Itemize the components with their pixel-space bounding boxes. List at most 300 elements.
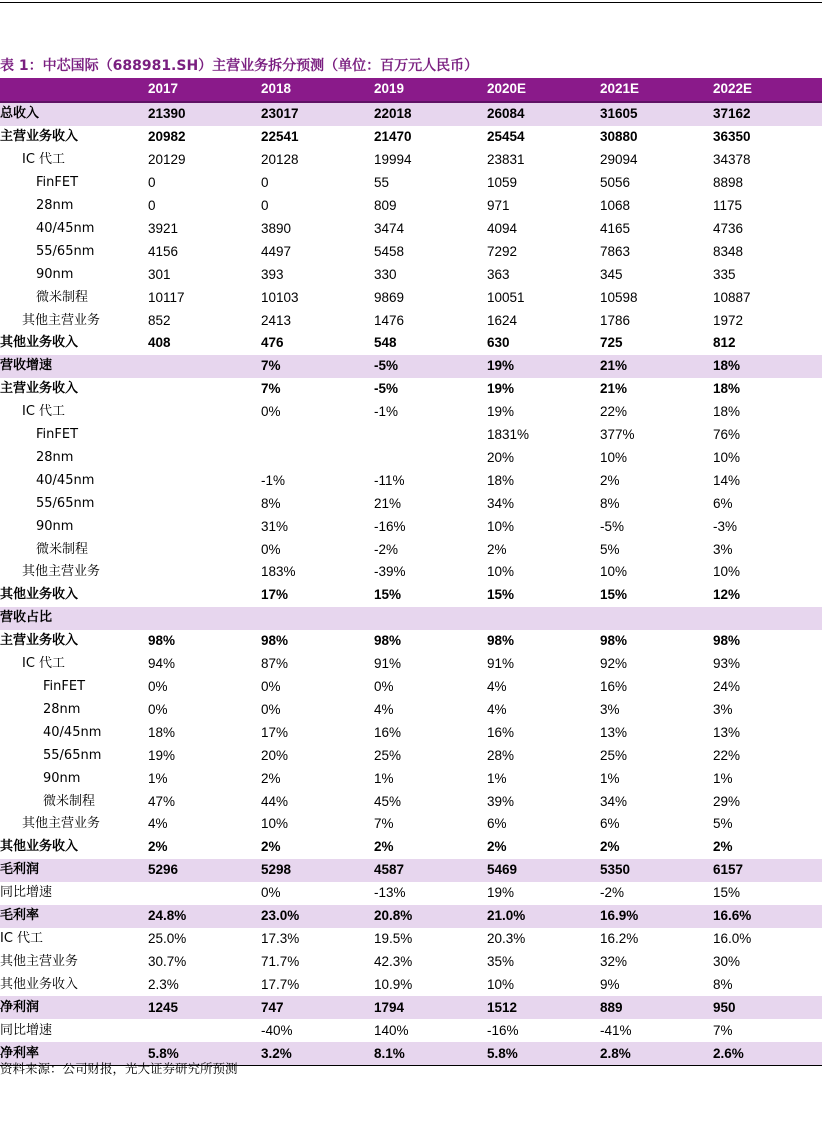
- value-cell: [148, 607, 261, 630]
- value-cell: 10887: [713, 289, 751, 305]
- value-cell: 3%: [713, 541, 733, 557]
- value-cell: 39%: [487, 793, 515, 809]
- value-cell: [261, 607, 374, 630]
- value-cell: 3%: [600, 701, 620, 717]
- row-label: 40/45nm: [43, 724, 102, 740]
- value-cell: 23831: [487, 152, 525, 168]
- forecast-table: [0, 78, 822, 1066]
- value-cell: [148, 561, 261, 584]
- value-cell: 20129: [148, 152, 186, 168]
- row-label: 总收入: [0, 102, 148, 126]
- value-cell: 889: [600, 996, 713, 1019]
- value-cell: 10%: [487, 518, 515, 534]
- value-cell: -5%: [600, 518, 625, 534]
- value-cell: 852: [148, 312, 171, 328]
- value-cell: [148, 378, 261, 401]
- row-label: 其他主营业务: [22, 564, 101, 580]
- value-cell: 18%: [148, 724, 176, 740]
- row-label: 主营业务收入: [0, 129, 79, 145]
- value-cell: 17.7%: [261, 976, 300, 992]
- header-year-2018: 2018: [261, 78, 374, 102]
- value-cell: 10051: [487, 289, 525, 305]
- value-cell: 34%: [487, 495, 515, 511]
- table-row: [0, 286, 822, 309]
- value-cell: 98%: [148, 633, 176, 649]
- row-label: 净利率: [0, 1042, 148, 1065]
- table-row: [0, 102, 822, 126]
- value-cell: 812: [713, 335, 736, 351]
- value-cell: 10%: [600, 449, 628, 465]
- value-cell: 22%: [600, 404, 628, 420]
- value-cell: 16.6%: [713, 905, 822, 928]
- value-cell: 1512: [487, 996, 600, 1019]
- value-cell: [148, 1019, 261, 1042]
- value-cell: 47%: [148, 793, 176, 809]
- value-cell: 377%: [600, 427, 635, 443]
- value-cell: [148, 424, 261, 447]
- value-cell: 10598: [600, 289, 638, 305]
- header-year-2019: 2019: [374, 78, 487, 102]
- value-cell: 29094: [600, 152, 638, 168]
- value-cell: 2%: [713, 839, 733, 855]
- value-cell: 20.3%: [487, 930, 526, 946]
- value-cell: 8%: [713, 976, 733, 992]
- value-cell: -16%: [487, 1022, 519, 1038]
- value-cell: 19%: [148, 747, 176, 763]
- value-cell: 4497: [261, 243, 292, 259]
- row-label: 其他主营业务: [22, 816, 101, 832]
- value-cell: 87%: [261, 656, 289, 672]
- table-body: [0, 102, 822, 1066]
- row-label: 40/45nm: [36, 220, 95, 236]
- value-cell: 21%: [374, 495, 402, 511]
- value-cell: -3%: [713, 518, 738, 534]
- value-cell: 3921: [148, 220, 179, 236]
- value-cell: 8348: [713, 243, 744, 259]
- value-cell: 20128: [261, 152, 299, 168]
- value-cell: 345: [600, 266, 623, 282]
- value-cell: 28%: [487, 747, 515, 763]
- table-row: [0, 515, 822, 538]
- value-cell: 1972: [713, 312, 744, 328]
- value-cell: 1068: [600, 197, 631, 213]
- table-row: [0, 1019, 822, 1042]
- value-cell: 42.3%: [374, 953, 413, 969]
- value-cell: 19994: [374, 152, 412, 168]
- value-cell: 25454: [487, 129, 525, 145]
- value-cell: 1794: [374, 996, 487, 1019]
- value-cell: 330: [374, 266, 397, 282]
- value-cell: 3474: [374, 220, 405, 236]
- row-label: FinFET: [36, 427, 79, 443]
- table-row: [0, 469, 822, 492]
- value-cell: 31605: [600, 102, 713, 126]
- value-cell: 10%: [261, 816, 289, 832]
- value-cell: 6%: [713, 495, 733, 511]
- value-cell: 36350: [713, 129, 751, 145]
- value-cell: 4736: [713, 220, 744, 236]
- table-row: [0, 721, 822, 744]
- value-cell: 98%: [487, 633, 515, 649]
- table-row: [0, 813, 822, 836]
- row-label: 营收增速: [0, 355, 148, 378]
- value-cell: 363: [487, 266, 510, 282]
- header-label-cell: [0, 78, 148, 102]
- value-cell: -11%: [374, 472, 405, 488]
- row-label: 其他业务收入: [0, 839, 79, 855]
- value-cell: 747: [261, 996, 374, 1019]
- value-cell: 22541: [261, 129, 299, 145]
- value-cell: 6157: [713, 859, 822, 882]
- row-label: 其他主营业务: [22, 312, 101, 328]
- value-cell: 2413: [261, 312, 292, 328]
- value-cell: 9%: [600, 976, 620, 992]
- value-cell: 5.8%: [487, 1042, 600, 1065]
- value-cell: 2%: [148, 839, 168, 855]
- value-cell: 20982: [148, 129, 186, 145]
- row-label: 90nm: [36, 266, 74, 282]
- row-label: 微米制程: [36, 541, 89, 557]
- value-cell: [148, 882, 261, 905]
- row-label: 其他业务收入: [0, 976, 79, 992]
- value-cell: 15%: [713, 885, 741, 901]
- row-label: 55/65nm: [36, 243, 95, 259]
- value-cell: 30880: [600, 129, 638, 145]
- value-cell: 1175: [713, 197, 743, 213]
- table-row: [0, 882, 822, 905]
- value-cell: 24.8%: [148, 905, 261, 928]
- value-cell: 10103: [261, 289, 299, 305]
- row-label: 90nm: [43, 770, 81, 786]
- value-cell: -39%: [374, 564, 406, 580]
- value-cell: 0%: [261, 541, 281, 557]
- value-cell: 91%: [374, 656, 402, 672]
- value-cell: 1%: [600, 770, 620, 786]
- table-row: [0, 676, 822, 699]
- value-cell: 1%: [487, 770, 507, 786]
- row-label: 主营业务收入: [0, 381, 79, 397]
- value-cell: 14%: [713, 472, 741, 488]
- value-cell: 3%: [713, 701, 733, 717]
- value-cell: 55: [374, 175, 390, 191]
- value-cell: 16%: [374, 724, 402, 740]
- row-label: 28nm: [43, 701, 81, 717]
- value-cell: 0: [148, 197, 156, 213]
- value-cell: 7%: [374, 816, 394, 832]
- value-cell: 20.8%: [374, 905, 487, 928]
- table-row: [0, 561, 822, 584]
- value-cell: [713, 607, 822, 630]
- value-cell: 18%: [713, 355, 822, 378]
- value-cell: 5296: [148, 859, 261, 882]
- value-cell: -1%: [374, 404, 399, 420]
- value-cell: 4%: [374, 701, 394, 717]
- header-year-2022e: 2022E: [713, 78, 822, 102]
- value-cell: 20%: [261, 747, 289, 763]
- value-cell: 23017: [261, 102, 374, 126]
- value-cell: 10117: [148, 289, 185, 305]
- value-cell: 94%: [148, 656, 176, 672]
- value-cell: 301: [148, 266, 171, 282]
- row-label: 同比增速: [0, 885, 53, 901]
- value-cell: 10%: [713, 449, 741, 465]
- table-title: 表 1：中芯国际（688981.SH）主营业务拆分预测（单位：百万元人民币）: [0, 58, 479, 74]
- value-cell: 183%: [261, 564, 296, 580]
- table-row: [0, 240, 822, 263]
- row-label: 微米制程: [36, 289, 89, 305]
- table-row: [0, 217, 822, 240]
- value-cell: 17%: [261, 587, 289, 603]
- value-cell: 6%: [487, 816, 507, 832]
- table-row: [0, 653, 822, 676]
- value-cell: 950: [713, 996, 822, 1019]
- value-cell: 0%: [261, 885, 281, 901]
- row-label: 毛利率: [0, 905, 148, 928]
- row-label: 40/45nm: [36, 472, 95, 488]
- value-cell: 34378: [713, 152, 751, 168]
- value-cell: 3.2%: [261, 1042, 374, 1065]
- value-cell: 21390: [148, 102, 261, 126]
- value-cell: 29%: [713, 793, 741, 809]
- value-cell: [374, 447, 487, 470]
- value-cell: 8%: [261, 495, 281, 511]
- value-cell: 1476: [374, 312, 405, 328]
- value-cell: 25%: [600, 747, 628, 763]
- table-row: [0, 378, 822, 401]
- table-row: [0, 698, 822, 721]
- value-cell: 1%: [148, 770, 168, 786]
- value-cell: -41%: [600, 1022, 632, 1038]
- value-cell: 2.6%: [713, 1042, 822, 1065]
- value-cell: 0%: [261, 404, 281, 420]
- value-cell: 18%: [713, 404, 741, 420]
- table-row: [0, 928, 822, 951]
- row-label: 净利润: [0, 996, 148, 1019]
- value-cell: 22%: [713, 747, 741, 763]
- value-cell: 2.8%: [600, 1042, 713, 1065]
- value-cell: -2%: [600, 885, 625, 901]
- value-cell: -2%: [374, 541, 399, 557]
- value-cell: 19%: [487, 355, 600, 378]
- value-cell: 10%: [487, 564, 515, 580]
- value-cell: [374, 607, 487, 630]
- row-label: FinFET: [43, 679, 86, 695]
- value-cell: 809: [374, 197, 397, 213]
- value-cell: 5298: [261, 859, 374, 882]
- value-cell: -1%: [261, 472, 286, 488]
- value-cell: 393: [261, 266, 284, 282]
- value-cell: 21%: [600, 355, 713, 378]
- row-label: FinFET: [36, 175, 79, 191]
- value-cell: 5056: [600, 175, 631, 191]
- table-row: [0, 195, 822, 218]
- row-label: IC 代工: [22, 656, 66, 672]
- value-cell: 92%: [600, 656, 628, 672]
- value-cell: 16%: [487, 724, 515, 740]
- value-cell: -5%: [374, 381, 399, 397]
- row-label: IC 代工: [0, 930, 44, 946]
- value-cell: 408: [148, 335, 171, 351]
- value-cell: [148, 515, 261, 538]
- value-cell: 17.3%: [261, 930, 300, 946]
- row-label: 其他主营业务: [0, 953, 79, 969]
- value-cell: 2%: [261, 839, 281, 855]
- table-row: [0, 584, 822, 607]
- header-year-2021e: 2021E: [600, 78, 713, 102]
- value-cell: 6%: [600, 816, 620, 832]
- row-label: 90nm: [36, 518, 74, 534]
- value-cell: 17%: [261, 724, 289, 740]
- value-cell: 76%: [713, 427, 741, 443]
- value-cell: [148, 469, 261, 492]
- table-row: [0, 630, 822, 653]
- value-cell: -13%: [374, 885, 406, 901]
- value-cell: 45%: [374, 793, 402, 809]
- row-label: 55/65nm: [36, 495, 95, 511]
- value-cell: -40%: [261, 1022, 293, 1038]
- value-cell: 10.9%: [374, 976, 413, 992]
- value-cell: 7863: [600, 243, 631, 259]
- table-row: [0, 836, 822, 859]
- value-cell: 19%: [487, 404, 515, 420]
- row-label: 其他业务收入: [0, 335, 79, 351]
- row-label: IC 代工: [22, 152, 66, 168]
- value-cell: 140%: [374, 1022, 409, 1038]
- value-cell: 0%: [148, 679, 168, 695]
- value-cell: 13%: [600, 724, 628, 740]
- value-cell: 1%: [713, 770, 733, 786]
- value-cell: 32%: [600, 953, 628, 969]
- value-cell: 725: [600, 335, 623, 351]
- value-cell: 21.0%: [487, 905, 600, 928]
- table-row: [0, 538, 822, 561]
- value-cell: 91%: [487, 656, 515, 672]
- value-cell: 15%: [600, 587, 628, 603]
- value-cell: -16%: [374, 518, 406, 534]
- table-row: [0, 447, 822, 470]
- value-cell: 5%: [600, 541, 620, 557]
- value-cell: 71.7%: [261, 953, 300, 969]
- value-cell: 15%: [374, 587, 402, 603]
- value-cell: 26084: [487, 102, 600, 126]
- header-year-2020e: 2020E: [487, 78, 600, 102]
- value-cell: [261, 424, 374, 447]
- value-cell: 21%: [600, 381, 628, 397]
- value-cell: 10%: [487, 976, 515, 992]
- value-cell: [148, 492, 261, 515]
- value-cell: 34%: [600, 793, 628, 809]
- table-row: [0, 996, 822, 1019]
- value-cell: 0: [148, 175, 156, 191]
- value-cell: 30.7%: [148, 953, 187, 969]
- table-row: [0, 126, 822, 149]
- value-cell: [148, 355, 261, 378]
- value-cell: 1245: [148, 996, 261, 1019]
- value-cell: 4%: [487, 701, 507, 717]
- row-label: 微米制程: [43, 793, 96, 809]
- value-cell: 5.8%: [148, 1042, 261, 1065]
- value-cell: 4%: [148, 816, 168, 832]
- value-cell: 7%: [261, 355, 374, 378]
- table-row: [0, 790, 822, 813]
- value-cell: 2%: [600, 472, 620, 488]
- value-cell: 9869: [374, 289, 405, 305]
- source-note: 资料来源：公司财报，光大证券研究所预测: [0, 1061, 238, 1076]
- value-cell: 0%: [261, 679, 281, 695]
- row-label: 毛利润: [0, 859, 148, 882]
- value-cell: 23.0%: [261, 905, 374, 928]
- table-row: [0, 332, 822, 355]
- row-label: IC 代工: [22, 404, 66, 420]
- value-cell: 19%: [487, 885, 515, 901]
- value-cell: [148, 401, 261, 424]
- top-rule: [0, 2, 822, 3]
- value-cell: 0: [261, 175, 269, 191]
- value-cell: 16%: [600, 679, 628, 695]
- value-cell: 22018: [374, 102, 487, 126]
- value-cell: [148, 538, 261, 561]
- value-cell: 5469: [487, 859, 600, 882]
- row-label: 55/65nm: [43, 747, 102, 763]
- table-row: [0, 149, 822, 172]
- value-cell: [487, 607, 600, 630]
- value-cell: 5458: [374, 243, 405, 259]
- value-cell: 18%: [713, 381, 741, 397]
- row-label: 28nm: [36, 197, 74, 213]
- table-row: [0, 905, 822, 928]
- value-cell: 1059: [487, 175, 518, 191]
- value-cell: 1831%: [487, 427, 530, 443]
- value-cell: 44%: [261, 793, 289, 809]
- value-cell: 31%: [261, 518, 289, 534]
- table-row: [0, 172, 822, 195]
- value-cell: 971: [487, 197, 510, 213]
- table-row: [0, 744, 822, 767]
- value-cell: 0%: [261, 701, 281, 717]
- value-cell: -5%: [374, 355, 487, 378]
- value-cell: 5%: [713, 816, 733, 832]
- value-cell: 98%: [374, 633, 402, 649]
- table-row: [0, 973, 822, 996]
- table-row: [0, 492, 822, 515]
- value-cell: 4094: [487, 220, 518, 236]
- table-row: [0, 607, 822, 630]
- value-cell: 4165: [600, 220, 631, 236]
- value-cell: 98%: [261, 633, 289, 649]
- value-cell: 98%: [600, 633, 628, 649]
- value-cell: 4156: [148, 243, 179, 259]
- value-cell: 16.0%: [713, 930, 752, 946]
- value-cell: 8%: [600, 495, 620, 511]
- value-cell: 1%: [374, 770, 394, 786]
- header-year-2017: 2017: [148, 78, 261, 102]
- value-cell: [600, 607, 713, 630]
- value-cell: 25%: [374, 747, 402, 763]
- table-row: [0, 859, 822, 882]
- value-cell: 12%: [713, 587, 741, 603]
- value-cell: 2.3%: [148, 976, 179, 992]
- row-label: 营收占比: [0, 607, 148, 630]
- value-cell: [374, 424, 487, 447]
- value-cell: 30%: [713, 953, 741, 969]
- row-label: 28nm: [36, 449, 74, 465]
- value-cell: 19%: [487, 381, 515, 397]
- table-row: [0, 355, 822, 378]
- value-cell: [261, 447, 374, 470]
- value-cell: 24%: [713, 679, 741, 695]
- table-row: [0, 401, 822, 424]
- value-cell: 335: [713, 266, 736, 282]
